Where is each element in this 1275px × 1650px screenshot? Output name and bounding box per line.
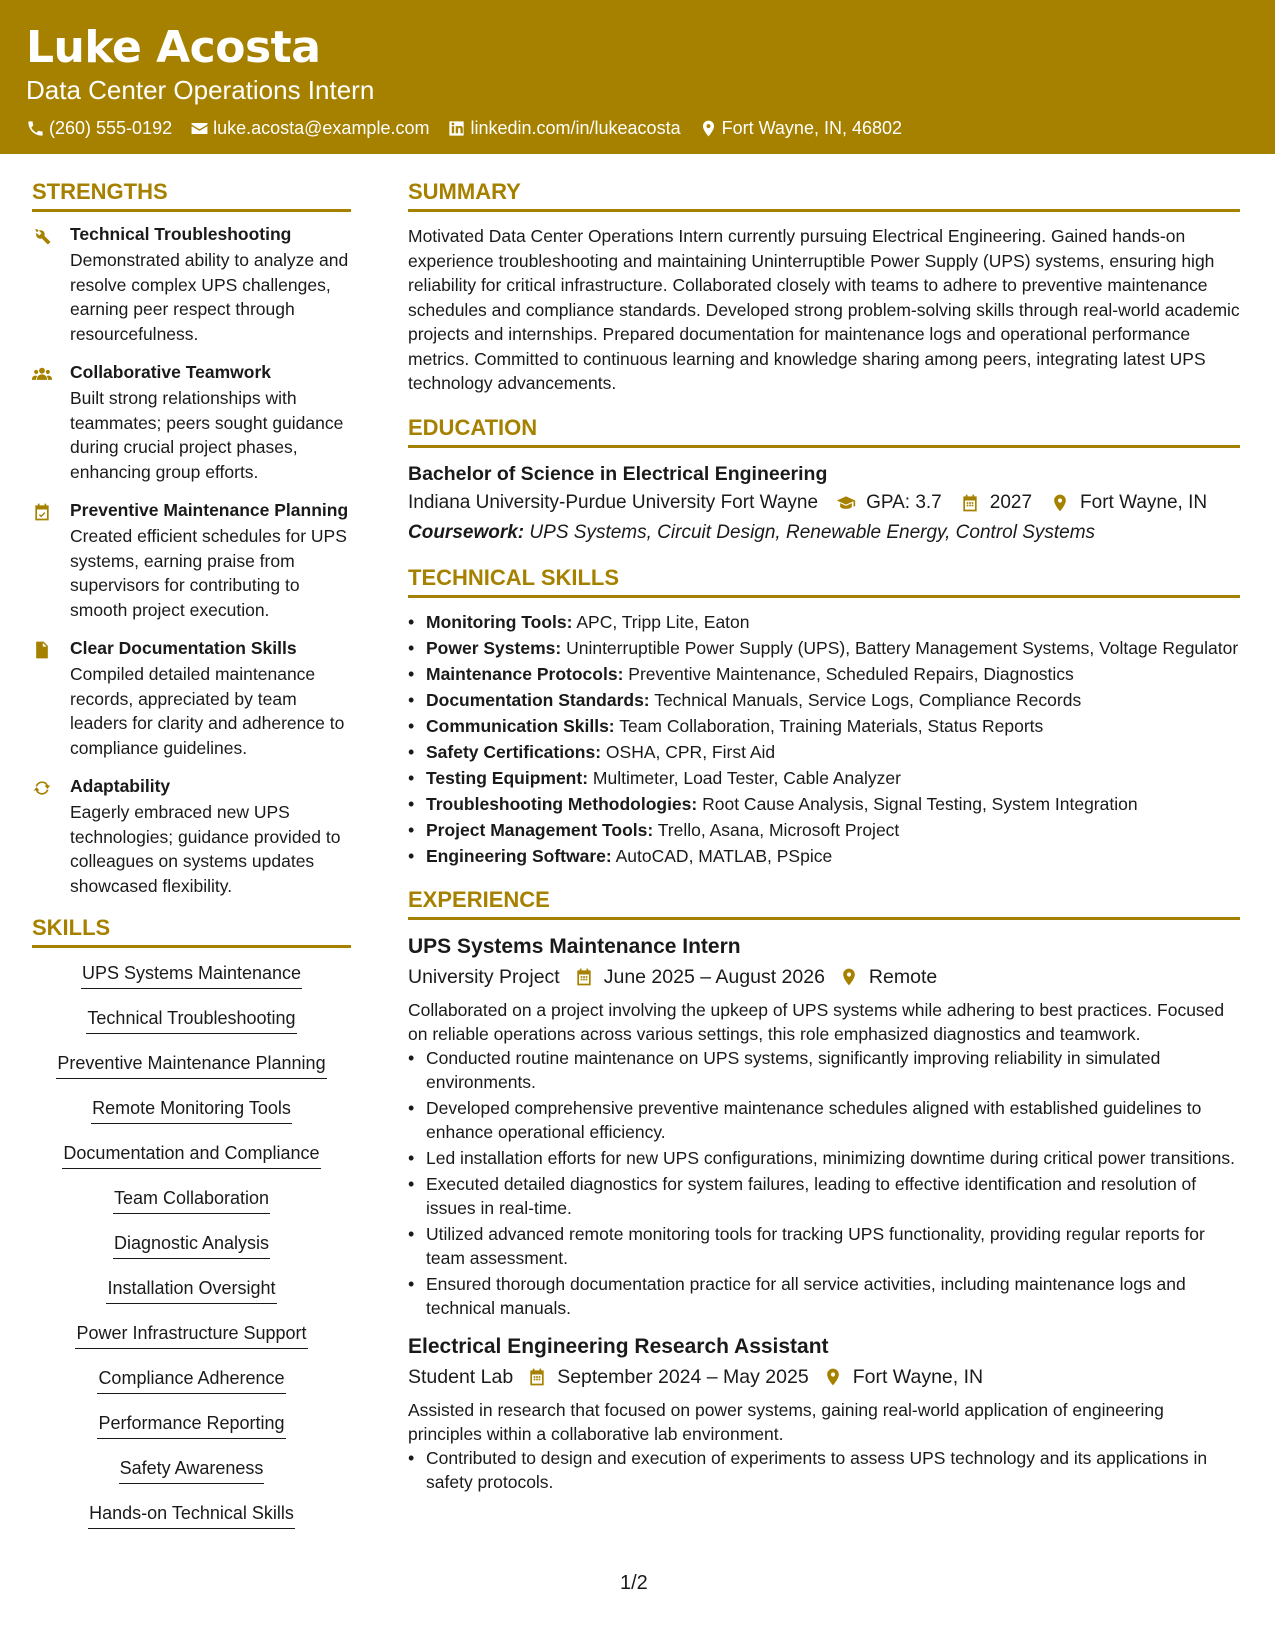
skill-tag: Preventive Maintenance Planning: [56, 1050, 326, 1079]
job-bullets: [408, 1046, 1240, 1320]
tech-skill-label: Communication Skills:: [426, 715, 615, 736]
list-item: [408, 766, 1240, 790]
education-gpa: GPA: 3.7: [866, 491, 942, 513]
calendar-icon: [960, 493, 980, 513]
strength-desc: Eagerly embraced new UPS technologies; guidance provided to colleagues on systems updates showcased flexibility.: [70, 802, 341, 896]
education-year: 2027: [989, 491, 1033, 513]
tools-icon: [32, 226, 52, 246]
calendar-icon: [574, 967, 594, 987]
tech-skill-value: Team Collaboration, Training Materials, Status Reports: [619, 715, 1044, 736]
education-coursework: [408, 518, 1240, 548]
document-icon: [32, 640, 52, 660]
candidate-name: Luke Acosta: [26, 22, 321, 73]
calendar-check-icon: [32, 502, 52, 522]
map-pin-icon: [839, 967, 859, 987]
strength-title: Adaptability: [70, 776, 171, 796]
tech-skill-value: AutoCAD, MATLAB, PSpice: [615, 845, 833, 866]
linkedin-icon: [447, 119, 466, 138]
list-item: • Executed detailed diagnostics for system failures, leading to effective identification and resolution of issues in real-time.: [408, 1172, 1240, 1220]
map-pin-icon: [699, 119, 718, 138]
skill-tag: Diagnostic Analysis: [113, 1230, 270, 1259]
skill-tag: Power Infrastructure Support: [75, 1320, 307, 1349]
tech-skill-label: Safety Certifications:: [426, 741, 602, 762]
tech-skill-label: Monitoring Tools:: [426, 611, 573, 632]
list-item: [408, 662, 1240, 686]
coursework-label: Coursework:: [408, 521, 525, 543]
contact-linkedin[interactable]: [447, 118, 680, 139]
experience-heading: EXPERIENCE: [408, 886, 1240, 920]
tech-skill-value: Preventive Maintenance, Scheduled Repairs, Diagnostics: [628, 663, 1074, 684]
linkedin-text[interactable]: linkedin.com/in/lukeacosta: [470, 118, 681, 138]
calendar-icon: [527, 1367, 547, 1387]
list-item: • Utilized advanced remote monitoring tools for tracking UPS functionality, providing regular reports for team assessment.: [408, 1222, 1240, 1270]
skill-tag: Remote Monitoring Tools: [91, 1095, 292, 1124]
email-text[interactable]: luke.acosta@example.com: [213, 118, 430, 138]
technical-skills-heading: TECHNICAL SKILLS: [408, 564, 1240, 598]
job-location: Remote: [868, 965, 938, 988]
list-item: [408, 818, 1240, 842]
tech-skill-label: Project Management Tools:: [426, 819, 654, 840]
strength-desc: Created efficient schedules for UPS systems, earning praise from supervisors for contributing to smooth project execution.: [70, 526, 347, 620]
right-column: [408, 178, 1240, 1506]
tech-skill-label: Testing Equipment:: [426, 767, 589, 788]
contact-bar: [26, 118, 1249, 139]
job-location: Fort Wayne, IN: [852, 1365, 984, 1388]
tech-skill-value: Technical Manuals, Service Logs, Compliance Records: [654, 689, 1082, 710]
skill-tag: Documentation and Compliance: [62, 1140, 320, 1169]
tech-skill-value: Uninterruptible Power Supply (UPS), Battery Management Systems, Voltage Regulator: [566, 637, 1239, 658]
skill-tag: UPS Systems Maintenance: [81, 960, 302, 989]
job-title: Electrical Engineering Research Assistant: [408, 1334, 829, 1358]
tech-skill-value: Trello, Asana, Microsoft Project: [657, 819, 900, 840]
list-item: [408, 714, 1240, 738]
strength-item: [32, 362, 351, 484]
strength-title: Collaborative Teamwork: [70, 362, 271, 382]
job-dates: June 2025 – August 2026: [603, 965, 825, 988]
job-title: UPS Systems Maintenance Intern: [408, 934, 741, 958]
summary-heading: SUMMARY: [408, 178, 1240, 212]
skill-tag: Performance Reporting: [97, 1410, 285, 1439]
strength-desc: Built strong relationships with teammates; peers sought guidance during crucial project phases, enhancing group efforts.: [70, 388, 344, 482]
job-entry: [408, 1332, 1240, 1494]
list-item: • Conducted routine maintenance on UPS systems, significantly improving reliability in simulated environments.: [408, 1046, 1240, 1094]
sync-icon: [32, 778, 52, 798]
tech-skill-value: OSHA, CPR, First Aid: [605, 741, 776, 762]
job-meta: [408, 1362, 1240, 1392]
job-dates: September 2024 – May 2025: [557, 1365, 809, 1388]
education-location: Fort Wayne, IN: [1080, 491, 1208, 513]
map-pin-icon: [823, 1367, 843, 1387]
left-column: [32, 178, 351, 1545]
strength-item: [32, 500, 351, 622]
list-item: [408, 792, 1240, 816]
list-item: [408, 844, 1240, 868]
tech-skill-value: APC, Tripp Lite, Eaton: [576, 611, 750, 632]
job-description: Collaborated on a project involving the upkeep of UPS systems while adhering to best practices. Focused on reliable operations across various settings, this role emphasized diagnostics and teamwork.: [408, 999, 1225, 1044]
envelope-icon: [190, 119, 209, 138]
resume-header: [0, 0, 1275, 154]
skill-tag: Team Collaboration: [113, 1185, 270, 1214]
job-meta: [408, 962, 1240, 992]
strengths-heading: STRENGTHS: [32, 178, 351, 212]
strength-item: [32, 224, 351, 346]
job-org: Student Lab: [408, 1365, 514, 1388]
strength-title: Clear Documentation Skills: [70, 638, 297, 658]
technical-skills-list: [408, 610, 1240, 868]
contact-location: [699, 118, 902, 139]
list-item: • Ensured thorough documentation practice for all service activities, including maintenance logs and technical manuals.: [408, 1272, 1240, 1320]
location-text: Fort Wayne, IN, 46802: [721, 118, 903, 138]
skill-tag: Technical Troubleshooting: [86, 1005, 296, 1034]
coursework-list: UPS Systems, Circuit Design, Renewable Energy, Control Systems: [529, 521, 1096, 543]
tech-skill-label: Power Systems:: [426, 637, 562, 658]
tech-skill-label: Maintenance Protocols:: [426, 663, 624, 684]
skill-tag: Compliance Adherence: [97, 1365, 285, 1394]
contact-email[interactable]: [190, 118, 429, 139]
page-number: 1/2: [620, 1572, 648, 1594]
list-item: [408, 610, 1240, 634]
candidate-title: Data Center Operations Intern: [26, 75, 375, 105]
phone-text: (260) 555-0192: [49, 118, 173, 138]
tech-skill-value: Multimeter, Load Tester, Cable Analyzer: [592, 767, 901, 788]
map-pin-icon: [1050, 493, 1070, 513]
job-entry: [408, 932, 1240, 1320]
skill-tag: Hands-on Technical Skills: [88, 1500, 295, 1529]
strength-desc: Demonstrated ability to analyze and resolve complex UPS challenges, earning peer respect through resourcefulness.: [70, 250, 349, 344]
education-school: Indiana University-Purdue University Fort Wayne: [408, 491, 819, 513]
list-item: [408, 636, 1240, 660]
list-item: • Contributed to design and execution of experiments to assess UPS technology and its applications in safety protocols.: [408, 1446, 1240, 1494]
job-bullets: [408, 1446, 1240, 1494]
education-heading: EDUCATION: [408, 414, 1240, 448]
education-degree: Bachelor of Science in Electrical Engineering: [408, 462, 828, 485]
summary-text: Motivated Data Center Operations Intern currently pursuing Electrical Engineering. Gained hands-on experience troubleshooting and maintaining Uninterruptible Power Supply (UPS) systems, ensuring high reliability for critical infrastructure. Collaborated closely with teams to adhere to preventive maintenance schedules and compliance standards. Developed strong problem-solving skills through real-world academic projects and internships. Prepared documentation for maintenance logs and operational performance metrics. Committed to continuous learning and knowledge sharing among peers, integrating latest UPS technology advancements.: [408, 226, 1240, 393]
users-icon: [32, 364, 52, 384]
list-item: [408, 688, 1240, 712]
strength-item: [32, 776, 351, 898]
skill-tag: Safety Awareness: [119, 1455, 265, 1484]
strength-item: [32, 638, 351, 760]
phone-icon: [26, 119, 45, 138]
job-description: Assisted in research that focused on power systems, gaining real-world application of engineering principles within a collaborative lab environment.: [408, 1399, 1164, 1444]
graduation-cap-icon: [836, 493, 856, 513]
tech-skill-label: Documentation Standards:: [426, 689, 650, 710]
strength-desc: Compiled detailed maintenance records, appreciated by team leaders for clarity and adherence to compliance guidelines.: [70, 664, 345, 758]
tech-skill-label: Troubleshooting Methodologies:: [426, 793, 698, 814]
strength-title: Technical Troubleshooting: [70, 224, 292, 244]
tech-skill-label: Engineering Software:: [426, 845, 612, 866]
job-org: University Project: [408, 965, 560, 988]
tech-skill-value: Root Cause Analysis, Signal Testing, System Integration: [702, 793, 1138, 814]
skill-tag: Installation Oversight: [106, 1275, 276, 1304]
list-item: • Led installation efforts for new UPS configurations, minimizing downtime during critical power transitions.: [408, 1146, 1240, 1170]
list-item: [408, 740, 1240, 764]
contact-phone: [26, 118, 172, 139]
skills-list: [32, 960, 351, 1545]
skills-heading: SKILLS: [32, 914, 351, 948]
list-item: • Developed comprehensive preventive maintenance schedules aligned with established guidelines to enhance operational efficiency.: [408, 1096, 1240, 1144]
education-details: [408, 488, 1240, 518]
strength-title: Preventive Maintenance Planning: [70, 500, 349, 520]
